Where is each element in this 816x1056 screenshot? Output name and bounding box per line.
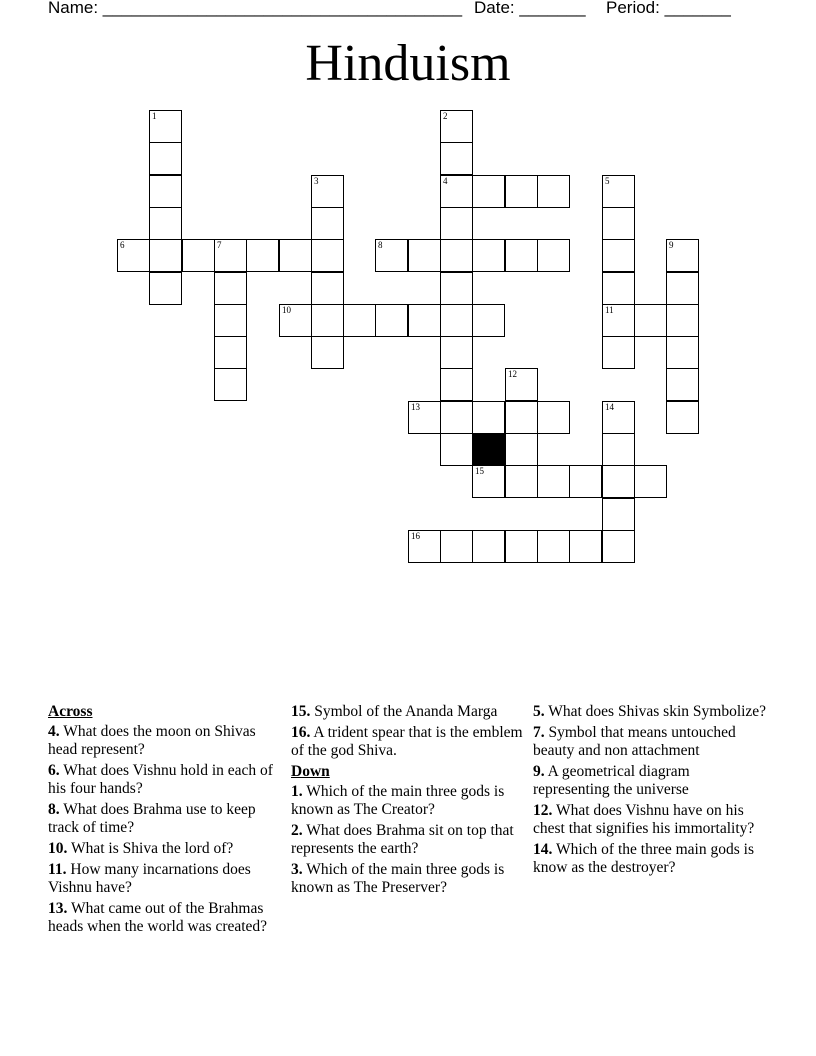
crossword-cell[interactable] bbox=[505, 239, 538, 272]
page-title: Hinduism bbox=[305, 35, 511, 92]
clue-across-16 bbox=[291, 724, 523, 760]
crossword-cell[interactable] bbox=[311, 207, 344, 240]
clue-number-label: 14 bbox=[605, 402, 614, 412]
clue-down-1 bbox=[291, 783, 523, 819]
crossword-cell[interactable] bbox=[375, 304, 408, 337]
clue-across-6 bbox=[48, 762, 280, 798]
crossword-cell[interactable] bbox=[440, 304, 473, 337]
crossword-cell[interactable] bbox=[602, 304, 635, 337]
crossword-cell[interactable] bbox=[602, 498, 635, 531]
clue-text: Which of the three main gods is know as the destroyer? bbox=[533, 841, 754, 876]
clue-number: 10. bbox=[48, 840, 68, 857]
crossword-cell[interactable] bbox=[149, 207, 182, 240]
crossword-cell[interactable] bbox=[472, 465, 505, 498]
clue-down-14 bbox=[533, 841, 769, 877]
crossword-cell[interactable] bbox=[311, 239, 344, 272]
clues-column-1 bbox=[48, 703, 280, 939]
crossword-cell[interactable] bbox=[472, 530, 505, 563]
clue-text: Symbol that means untouched beauty and non attachment bbox=[533, 724, 736, 759]
crossword-cell[interactable] bbox=[149, 110, 182, 143]
name-field[interactable]: Name: ______________________________________ bbox=[48, 0, 463, 17]
crossword-cell[interactable] bbox=[602, 433, 635, 466]
clue-number: 15. bbox=[291, 703, 311, 720]
crossword-cell[interactable] bbox=[214, 336, 247, 369]
crossword-cell[interactable] bbox=[537, 239, 570, 272]
clue-number: 6. bbox=[48, 762, 60, 779]
crossword-cell[interactable] bbox=[602, 401, 635, 434]
clue-number-label: 4 bbox=[443, 176, 448, 186]
clue-text: What does Shivas skin Symbolize? bbox=[548, 703, 767, 720]
crossword-cell[interactable] bbox=[569, 530, 602, 563]
crossword-cell[interactable] bbox=[311, 304, 344, 337]
clue-text: How many incarnations does Vishnu have? bbox=[48, 861, 251, 896]
clue-number-label: 9 bbox=[669, 240, 674, 250]
clue-number: 11. bbox=[48, 861, 67, 878]
crossword-cell[interactable] bbox=[472, 239, 505, 272]
clue-number-label: 2 bbox=[443, 111, 448, 121]
crossword-cell[interactable] bbox=[214, 272, 247, 305]
clue-text: What came out of the Brahmas heads when the world was created? bbox=[48, 900, 268, 935]
crossword-cell[interactable] bbox=[408, 401, 441, 434]
crossword-cell[interactable] bbox=[408, 530, 441, 563]
crossword-cell[interactable] bbox=[214, 368, 247, 401]
clue-number: 8. bbox=[48, 801, 60, 818]
crossword-cell[interactable] bbox=[537, 401, 570, 434]
date-field[interactable]: Date: _______ bbox=[474, 0, 586, 17]
crossword-cell[interactable] bbox=[505, 175, 538, 208]
crossword-cell[interactable] bbox=[440, 207, 473, 240]
crossword-cell[interactable] bbox=[569, 465, 602, 498]
crossword-cell[interactable] bbox=[666, 272, 699, 305]
clue-number-label: 13 bbox=[411, 402, 420, 412]
crossword-cell[interactable] bbox=[440, 142, 473, 175]
clue-across-11 bbox=[48, 861, 280, 897]
clue-number: 5. bbox=[533, 703, 545, 720]
clue-text: What does Vishnu hold in each of his four hands? bbox=[48, 762, 273, 797]
period-field[interactable]: Period: _______ bbox=[606, 0, 731, 17]
clues-column-2 bbox=[291, 703, 523, 900]
crossword-cell[interactable] bbox=[505, 433, 538, 466]
crossword-cell[interactable] bbox=[214, 239, 247, 272]
crossword-cell[interactable] bbox=[602, 272, 635, 305]
crossword-cell[interactable] bbox=[440, 239, 473, 272]
clue-number-label: 8 bbox=[378, 240, 383, 250]
clue-text: What does Brahma sit on top that represents the earth? bbox=[291, 822, 514, 857]
clue-number: 7. bbox=[533, 724, 545, 741]
clue-text: What does Vishnu have on his chest that signifies his immortality? bbox=[533, 802, 755, 837]
clue-text: Symbol of the Ananda Marga bbox=[314, 703, 498, 720]
clue-number: 1. bbox=[291, 783, 303, 800]
crossword-cell[interactable] bbox=[440, 530, 473, 563]
crossword-cell[interactable] bbox=[149, 175, 182, 208]
crossword-cell[interactable] bbox=[440, 401, 473, 434]
clue-number-label: 12 bbox=[508, 369, 517, 379]
across-heading: Across bbox=[48, 703, 93, 720]
crossword-cell[interactable] bbox=[408, 304, 441, 337]
crossword-cell[interactable] bbox=[537, 465, 570, 498]
clue-number-label: 7 bbox=[217, 240, 222, 250]
crossword-cell[interactable] bbox=[505, 368, 538, 401]
crossword-cell[interactable] bbox=[602, 239, 635, 272]
clue-number: 12. bbox=[533, 802, 553, 819]
crossword-cell[interactable] bbox=[408, 239, 441, 272]
crossword-cell[interactable] bbox=[602, 465, 635, 498]
crossword-cell[interactable] bbox=[602, 336, 635, 369]
clue-across-4 bbox=[48, 723, 280, 759]
crossword-cell[interactable] bbox=[666, 368, 699, 401]
clue-text: Which of the main three gods is known as The Creator? bbox=[291, 783, 505, 818]
crossword-cell[interactable] bbox=[440, 272, 473, 305]
crossword-cell[interactable] bbox=[537, 530, 570, 563]
down-heading: Down bbox=[291, 763, 330, 780]
crossword-cell[interactable] bbox=[666, 304, 699, 337]
crossword-cell[interactable] bbox=[343, 304, 376, 337]
clue-number-label: 5 bbox=[605, 176, 610, 186]
clue-across-15 bbox=[291, 703, 523, 721]
clue-number: 3. bbox=[291, 861, 303, 878]
crossword-cell[interactable] bbox=[311, 336, 344, 369]
crossword-cell[interactable] bbox=[440, 368, 473, 401]
clue-number-label: 1 bbox=[152, 111, 157, 121]
crossword-cell[interactable] bbox=[602, 207, 635, 240]
crossword-cell[interactable] bbox=[440, 175, 473, 208]
crossword-cell[interactable] bbox=[149, 142, 182, 175]
crossword-cell[interactable] bbox=[440, 336, 473, 369]
crossword-cell[interactable] bbox=[634, 465, 667, 498]
clue-down-7 bbox=[533, 724, 769, 760]
crossword-cell[interactable] bbox=[505, 530, 538, 563]
clue-number-label: 3 bbox=[314, 176, 319, 186]
crossword-cell[interactable] bbox=[440, 433, 473, 466]
crossword-cell[interactable] bbox=[666, 239, 699, 272]
clue-text: A trident spear that is the emblem of the god Shiva. bbox=[291, 724, 523, 759]
clue-number: 16. bbox=[291, 724, 311, 741]
crossword-cell[interactable] bbox=[634, 304, 667, 337]
clue-number-label: 10 bbox=[282, 305, 291, 315]
crossword-cell[interactable] bbox=[246, 239, 279, 272]
clue-text: What is Shiva the lord of? bbox=[70, 840, 234, 857]
crossword-cell[interactable] bbox=[602, 530, 635, 563]
clue-text: What does the moon on Shivas head represent? bbox=[48, 723, 256, 758]
clue-down-5 bbox=[533, 703, 769, 721]
clues-column-3 bbox=[533, 703, 769, 880]
crossword-cell[interactable] bbox=[311, 272, 344, 305]
clue-number: 4. bbox=[48, 723, 60, 740]
crossword-cell[interactable] bbox=[149, 272, 182, 305]
crossword-cell[interactable] bbox=[505, 401, 538, 434]
crossword-cell[interactable] bbox=[472, 175, 505, 208]
crossword-cell[interactable] bbox=[279, 304, 312, 337]
clue-down-12 bbox=[533, 802, 769, 838]
crossword-cell[interactable] bbox=[440, 110, 473, 143]
clue-number: 14. bbox=[533, 841, 553, 858]
crossword-block-cell bbox=[472, 433, 505, 466]
clue-number-label: 6 bbox=[120, 240, 125, 250]
clue-number: 2. bbox=[291, 822, 303, 839]
clue-number: 9. bbox=[533, 763, 545, 780]
crossword-cell[interactable] bbox=[375, 239, 408, 272]
clue-across-10 bbox=[48, 840, 280, 858]
clue-text: Which of the main three gods is known as The Preserver? bbox=[291, 861, 505, 896]
crossword-cell[interactable] bbox=[149, 239, 182, 272]
clue-down-2 bbox=[291, 822, 523, 858]
clue-down-3 bbox=[291, 861, 523, 897]
crossword-cell[interactable] bbox=[537, 175, 570, 208]
crossword-cell[interactable] bbox=[666, 336, 699, 369]
clue-number-label: 15 bbox=[475, 466, 484, 476]
crossword-cell[interactable] bbox=[311, 175, 344, 208]
clue-down-9 bbox=[533, 763, 769, 799]
clue-number-label: 11 bbox=[605, 305, 614, 315]
crossword-cell[interactable] bbox=[214, 304, 247, 337]
crossword-cell[interactable] bbox=[279, 239, 312, 272]
clue-text: What does Brahma use to keep track of time? bbox=[48, 801, 256, 836]
crossword-cell[interactable] bbox=[472, 304, 505, 337]
crossword-cell[interactable] bbox=[602, 175, 635, 208]
crossword-cell[interactable] bbox=[117, 239, 150, 272]
clue-text: A geometrical diagram representing the universe bbox=[533, 763, 690, 798]
clue-across-13 bbox=[48, 900, 280, 936]
crossword-cell[interactable] bbox=[666, 401, 699, 434]
clue-across-8 bbox=[48, 801, 280, 837]
clue-number-label: 16 bbox=[411, 531, 420, 541]
clue-number: 13. bbox=[48, 900, 68, 917]
crossword-cell[interactable] bbox=[182, 239, 215, 272]
crossword-cell[interactable] bbox=[505, 465, 538, 498]
crossword-cell[interactable] bbox=[472, 401, 505, 434]
